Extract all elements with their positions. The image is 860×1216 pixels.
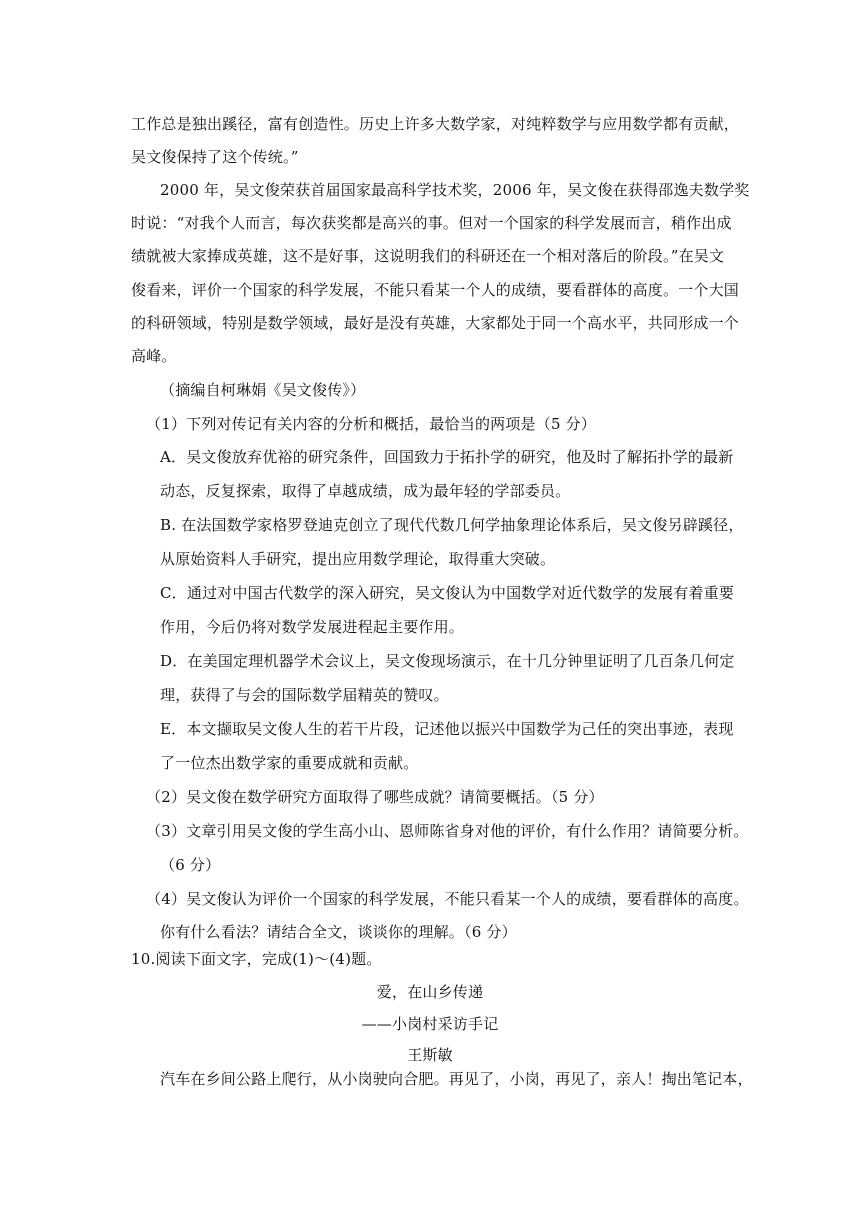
option-a: A．吴文俊放弃优裕的研究条件，回国致力于拓扑学的研究，他及时了解拓扑学的最新 — [160, 448, 734, 466]
body-paragraph-line: 俊看来，评价一个国家的科学发展，不能只看某一个人的成绩，要看群体的高度。一个大国 — [131, 281, 740, 299]
body-paragraph-line: 绩就被大家捧成英雄，这不是好事，这说明我们的科研还在一个相对落后的阶段。”在吴文 — [131, 247, 725, 265]
body-paragraph-line: 工作总是独出蹊径，富有创造性。历史上许多大数学家，对纯粹数学与应用数学都有贡献， — [131, 115, 740, 133]
section-10-heading: 10.阅读下面文字，完成(1)～(4)题。 — [131, 950, 382, 968]
article-author: 王斯敏 — [407, 1046, 453, 1064]
option-e: E．本文撷取吴文俊人生的若干片段，记述他以振兴中国数学为己任的突出事迹，表现 — [160, 720, 734, 738]
question-3: （3）文章引用吴文俊的学生高小山、恩师陈省身对他的评价，有什么作用？请简要分析。 — [146, 822, 749, 840]
option-d: D．在美国定理机器学术会议上，吴文俊现场演示，在十几分钟里证明了几百条几何定 — [160, 652, 735, 670]
option-d-continued: 理，获得了与会的国际数学届精英的赞叹。 — [160, 686, 449, 704]
option-a-continued: 动态，反复探索，取得了卓越成绩，成为最年轻的学部委员。 — [160, 482, 571, 500]
article-subtitle: ——小岗村采访手记 — [361, 1015, 499, 1033]
option-b: B. 在法国数学家格罗登迪克创立了现代代数几何学抽象理论体系后，吴文俊另辟蹊径， — [160, 516, 744, 534]
option-c-continued: 作用，今后仍将对数学发展进程起主要作用。 — [160, 618, 465, 636]
question-4-continued: 你有什么看法？请结合全文，谈谈你的理解。（6 分） — [160, 923, 517, 941]
option-c: C．通过对中国古代数学的深入研究，吴文俊认为中国数学对近代数学的发展有着重要 — [160, 584, 735, 602]
option-e-continued: 了一位杰出数学家的重要成就和贡献。 — [160, 754, 419, 772]
body-paragraph-line: 2000 年，吴文俊荣获首届国家最高科学技术奖，2006 年，吴文俊在获得邵逸夫数学奖 — [160, 181, 750, 199]
source-citation: （摘编自柯琳娟《吴文俊传》） — [160, 381, 366, 399]
body-paragraph-line: 的科研领域，特别是数学领域，最好是没有英雄，大家都处于同一个高水平，共同形成一个 — [131, 314, 740, 332]
body-paragraph-line: 时说：“对我个人而言，每次获奖都是高兴的事。但对一个国家的科学发展而言，稍作出成 — [131, 214, 732, 232]
question-2: （2）吴文俊在数学研究方面取得了哪些成就？请简要概括。（5 分） — [146, 788, 604, 806]
article-title: 爱，在山乡传递 — [376, 983, 484, 1001]
question-1: （1）下列对传记有关内容的分析和概括，最恰当的两项是（5 分） — [146, 415, 597, 433]
option-b-continued: 从原始资料人手研究，提出应用数学理论，取得重大突破。 — [160, 550, 556, 568]
question-4: （4）吴文俊认为评价一个国家的科学发展，不能只看某一个人的成绩，要看群体的高度。 — [146, 890, 749, 908]
body-paragraph-line: 吴文俊保持了这个传统。” — [131, 148, 299, 166]
body-paragraph-line: 高峰。 — [131, 347, 177, 365]
question-3-continued: （6 分） — [160, 856, 221, 874]
article-first-line: 汽车在乡间公路上爬行，从小岗驶向合肥。再见了，小岗，再见了，亲人！掏出笔记本， — [160, 1070, 753, 1088]
